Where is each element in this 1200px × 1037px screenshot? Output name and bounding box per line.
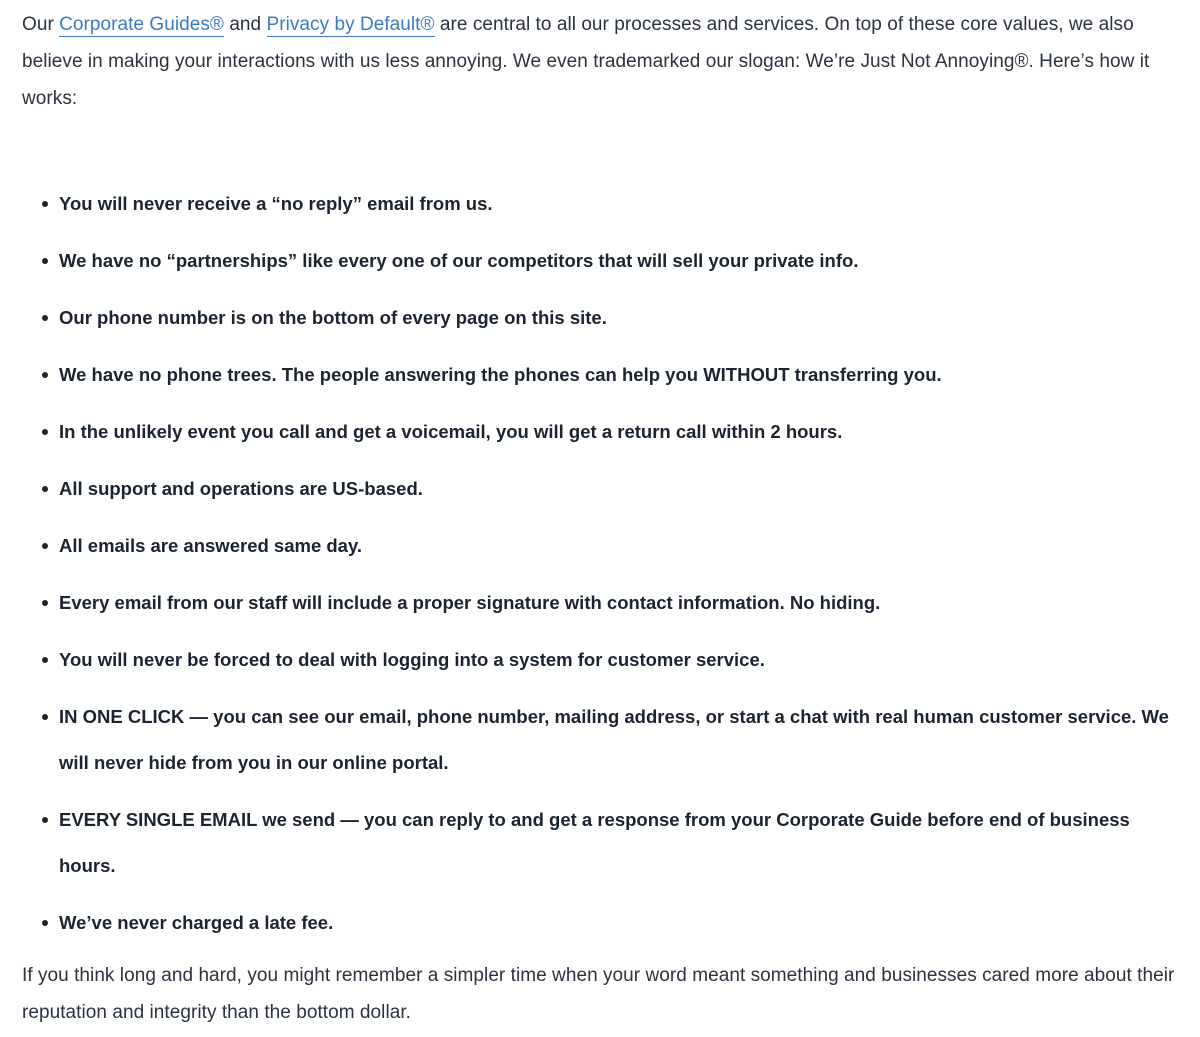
bullet-dot bbox=[42, 817, 48, 823]
list-item bbox=[22, 238, 1178, 284]
list-item bbox=[22, 694, 1178, 786]
intro-text-3: are central to all our processes and services. On top of these core values, we also believe in making your interactions with us less annoying. We even trademarked our slogan: We’re Just Not Annoying®. Here’s how it works: bbox=[22, 14, 1150, 109]
list-item-text: We have no “partnerships” like every one of our competitors that will sell your private info. bbox=[59, 250, 859, 271]
list-item bbox=[22, 181, 1178, 227]
list-item bbox=[22, 637, 1178, 683]
bullet-dot bbox=[42, 486, 48, 492]
list-item-text: EVERY SINGLE EMAIL we send — you can reply to and get a response from your Corporate Guide before end of business hours. bbox=[59, 809, 1130, 876]
list-item-text: All support and operations are US-based. bbox=[59, 478, 423, 499]
list-item-text: Our phone number is on the bottom of every page on this site. bbox=[59, 307, 607, 328]
bullet-dot bbox=[42, 543, 48, 549]
intro-text-1: Our bbox=[22, 14, 60, 35]
list-item-text: In the unlikely event you call and get a voicemail, you will get a return call within 2 hours. bbox=[59, 421, 843, 442]
list-item bbox=[22, 409, 1178, 455]
list-item bbox=[22, 900, 1178, 946]
intro-text-2: and bbox=[223, 14, 267, 35]
bullet-dot bbox=[42, 201, 48, 207]
bullet-dot bbox=[42, 315, 48, 321]
list-item bbox=[22, 295, 1178, 341]
closing-paragraph: If you think long and hard, you might remember a simpler time when your word meant something and businesses cared more about their reputation and integrity than the bottom dollar. bbox=[22, 965, 1175, 1023]
list-item-text: We’ve never charged a late fee. bbox=[59, 912, 334, 933]
intro-paragraph bbox=[22, 6, 1178, 117]
bullet-dot bbox=[42, 429, 48, 435]
list-item bbox=[22, 352, 1178, 398]
list-item-text: You will never be forced to deal with logging into a system for customer service. bbox=[59, 649, 765, 670]
list-item-text: All emails are answered same day. bbox=[59, 535, 363, 556]
list-item-text: Every email from our staff will include a proper signature with contact information. No hiding. bbox=[59, 592, 881, 613]
bullet-dot bbox=[42, 258, 48, 264]
list-item bbox=[22, 797, 1178, 889]
corporate-guides-link[interactable]: Corporate Guides® bbox=[59, 14, 224, 35]
list-item-text: IN ONE CLICK — you can see our email, phone number, mailing address, or start a chat with real human customer service. We will never hide from you in our online portal. bbox=[59, 706, 1169, 773]
list-item-text: You will never receive a “no reply” email from us. bbox=[59, 193, 493, 214]
privacy-by-default-link[interactable]: Privacy by Default® bbox=[266, 14, 435, 35]
list-item-text: We have no phone trees. The people answering the phones can help you WITHOUT transferring you. bbox=[59, 364, 942, 385]
bullet-dot bbox=[42, 372, 48, 378]
list-item bbox=[22, 466, 1178, 512]
bullet-dot bbox=[42, 714, 48, 720]
bullet-dot bbox=[42, 600, 48, 606]
bullet-dot bbox=[42, 657, 48, 663]
bullet-dot bbox=[42, 920, 48, 926]
list-item bbox=[22, 523, 1178, 569]
list-item bbox=[22, 580, 1178, 626]
promise-list bbox=[22, 181, 1178, 946]
